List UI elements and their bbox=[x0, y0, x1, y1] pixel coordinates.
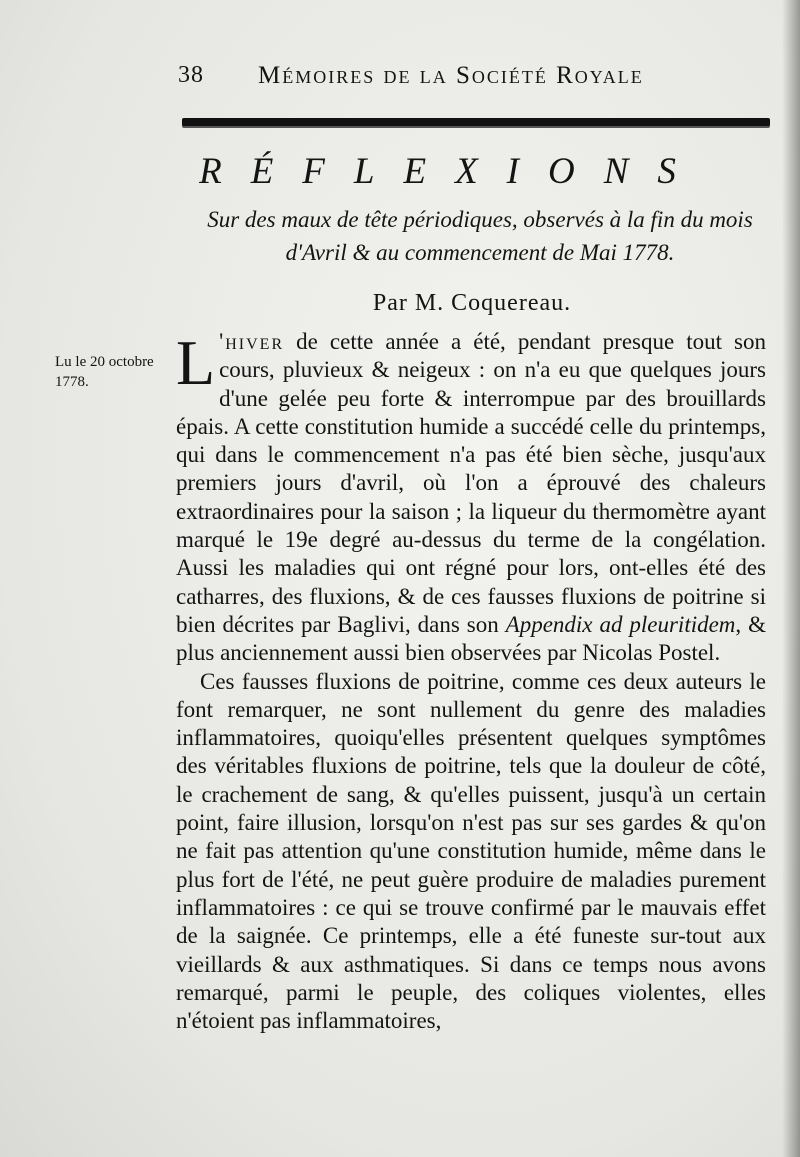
page-number: 38 bbox=[178, 62, 204, 88]
paragraph-1-text-a: de cette année a été, pendant presque tout son cours, pluvieux & neigeux : on n'a eu que quelques jours d'une gelée peu forte & interrompue par des brouillards épais. A cette constitution humide a succédé celle du printemps, qui dans le commencement n'a pas été bien sèche, jusqu'aux premiers jours d'avril, où l'on a éprouvé des chaleurs extraordinaires pour la saison ; la liqueur du thermomètre ayant marqué le 19e degré au-dessus du terme de la congélation. Aussi les maladies qui ont régné pour lors, ont-elles été des catharres, des fluxions, & de ces fausses fluxions de poitrine si bien décrites par Baglivi, dans son bbox=[176, 329, 766, 637]
drop-cap: L bbox=[176, 327, 216, 398]
margin-note: Lu le 20 octobre 1778. bbox=[55, 354, 154, 390]
paragraph-2: Ces fausses fluxions de poitrine, comme ces deux auteurs le font remarquer, ne sont nullement du genre des maladies inflammatoires, quoiqu'elles présentent quelques symptômes des véritables fluxions de poitrine, tels que la douleur de côté, le crachement de sang, & qu'elles puissent, jusqu'à un certain point, faire illusion, lorsqu'on n'est pas sur ses gardes & qu'on ne fait pas attention qu'une constitution humide, même dans le plus fort de l'été, ne peut guère produire de maladies purement inflammatoires : ce qui se trouve confirmé par le mauvais effet de la saignée. Ce printemps, elle a été funeste sur-tout aux vieillards & aux asthmatiques. Si dans ce temps nous avons remarqué, parmi le peuple, des coliques violentes, elles n'étoient pas inflammatoires, bbox=[176, 668, 766, 1034]
running-head: Mémoires de la Société Royale bbox=[258, 62, 644, 89]
article-body bbox=[176, 328, 766, 1035]
page-gutter-shadow bbox=[782, 0, 800, 1157]
latin-title: Appendix ad pleuritidem bbox=[505, 611, 736, 637]
article-subtitle: Sur des maux de tête périodiques, observés à la fin du mois d'Avril & au commencement de Mai 1778. bbox=[207, 207, 753, 265]
paragraph-1 bbox=[176, 328, 766, 668]
header-rule bbox=[182, 118, 770, 126]
lead-word: 'hiver bbox=[219, 329, 285, 354]
paragraph-1-text-b: , & plus anciennement aussi bien observées par Nicolas Postel. bbox=[176, 611, 766, 666]
author-byline: Par M. Coquereau. bbox=[372, 290, 572, 316]
article-title: RÉFLEXIONS bbox=[199, 151, 705, 192]
